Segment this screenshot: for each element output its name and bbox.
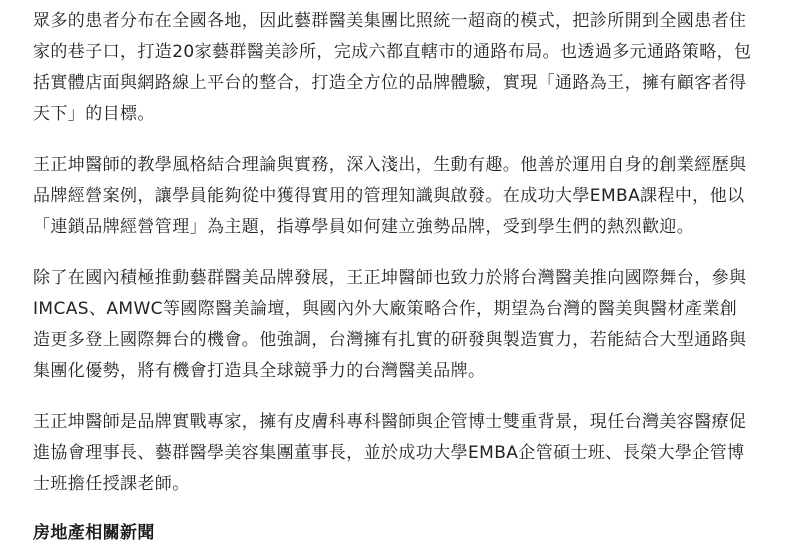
paragraph-profile bbox=[33, 407, 800, 500]
paragraph-line: 括實體店面與網路線上平台的整合，打造全方位的品牌體驗，實現「通路為王，擁有顧客者得 bbox=[33, 73, 747, 93]
paragraph-line: 王正坤醫師是品牌實戰專家，擁有皮膚科專科醫師與企管博士雙重背景，現任台灣美容醫療促 bbox=[33, 412, 747, 432]
paragraph-line: 「連鎖品牌經營管理」為主題，指導學員如何建立強勢品牌，受到學生們的熱烈歡迎。 bbox=[33, 217, 695, 237]
paragraph-line: 士班擔任授課老師。 bbox=[33, 474, 190, 494]
paragraph-teaching bbox=[33, 150, 800, 243]
paragraph-line: 進協會理事長、藝群醫學美容集團董事長，並於成功大學EMBA企管碩士班、長榮大學企管博 bbox=[33, 443, 745, 463]
paragraph-line: 眾多的患者分布在全國各地，因此藝群醫美集團比照統一超商的模式，把診所開到全國患者住 bbox=[33, 11, 747, 31]
paragraph-line: 王正坤醫師的教學風格結合理論與實務，深入淺出，生動有趣。他善於運用自身的創業經歷與 bbox=[33, 155, 747, 175]
paragraph-line: 集團化優勢，將有機會打造具全球競爭力的台灣醫美品牌。 bbox=[33, 361, 486, 381]
paragraph-line: 天下」的目標。 bbox=[33, 104, 155, 124]
paragraph-line: 家的巷子口，打造20家藝群醫美診所，完成六都直轄市的通路布局。也透過多元通路策略，包 bbox=[33, 42, 752, 62]
paragraph-line: 除了在國內積極推動藝群醫美品牌發展，王正坤醫師也致力於將台灣醫美推向國際舞台，參與 bbox=[33, 268, 747, 288]
related-news-heading: 房地產相關新聞 bbox=[33, 523, 155, 543]
paragraph-line: 造更多登上國際舞台的機會。他強調，台灣擁有扎實的研發與製造實力，若能結合大型通路與 bbox=[33, 330, 747, 350]
paragraph-line: 品牌經營案例，讓學員能夠從中獲得實用的管理知識與啟發。在成功大學EMBA課程中，他以 bbox=[33, 186, 745, 206]
paragraph-international bbox=[33, 263, 800, 387]
paragraph-expansion bbox=[33, 6, 800, 130]
paragraph-line: IMCAS、AMWC等國際醫美論壇，與國內外大廠策略合作，期望為台灣的醫美與醫材產業創 bbox=[33, 299, 738, 319]
